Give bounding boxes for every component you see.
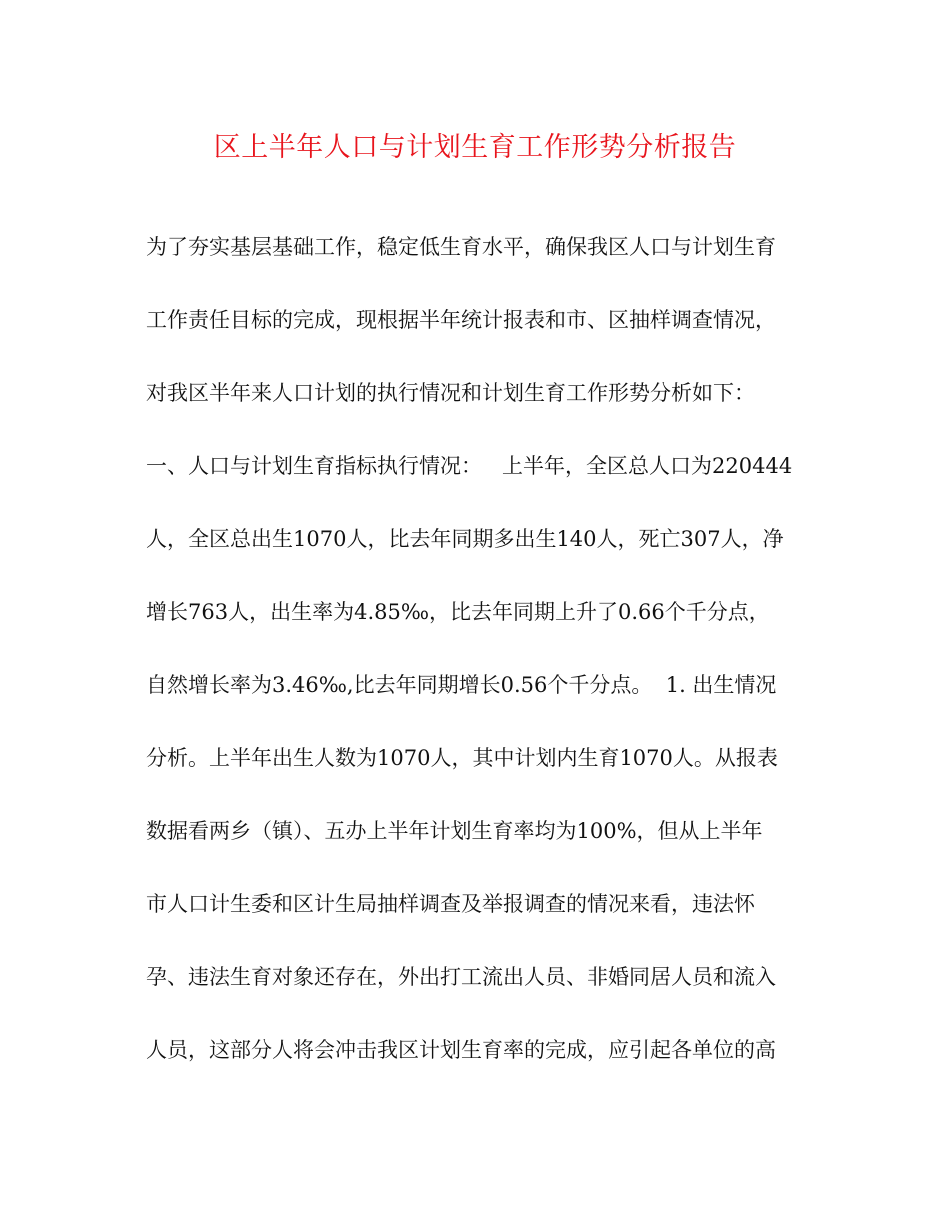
body-line: 为了夯实基层基础工作，稳定低生育水平，确保我区人口与计划生育 xyxy=(146,235,776,259)
body-line: 人员，这部分人将会冲击我区计划生育率的完成，应引起各单位的高 xyxy=(146,1038,776,1062)
body-line: 对我区半年来人口计划的执行情况和计划生育工作形势分析如下： xyxy=(146,381,755,405)
body-line: 工作责任目标的完成，现根据半年统计报表和市、区抽样调查情况， xyxy=(146,308,776,332)
body-line: 分析。上半年出生人数为1070人，其中计划内生育1070人。从报表 xyxy=(146,746,778,770)
body-line: 数据看两乡（镇）、五办上半年计划生育率均为100%，但从上半年 xyxy=(146,819,763,843)
document-title: 区上半年人口与计划生育工作形势分析报告 xyxy=(213,132,737,163)
body-line: 孕、违法生育对象还存在，外出打工流出人员、非婚同居人员和流入 xyxy=(146,965,776,989)
body-line: 一、人口与计划生育指标执行情况： 上半年，全区总人口为220444 xyxy=(146,454,793,478)
body-line: 市人口计生委和区计生局抽样调查及举报调查的情况来看，违法怀 xyxy=(146,892,755,916)
body-line: 自然增长率为3.46‰,比去年同期增长0.56个千分点。 1. 出生情况 xyxy=(146,673,777,697)
body-line: 人，全区总出生1070人，比去年同期多出生140人，死亡307人，净 xyxy=(146,527,784,551)
document-body xyxy=(146,227,806,1103)
body-line: 增长763人，出生率为4.85‰，比去年同期上升了0.66个千分点， xyxy=(146,600,770,624)
